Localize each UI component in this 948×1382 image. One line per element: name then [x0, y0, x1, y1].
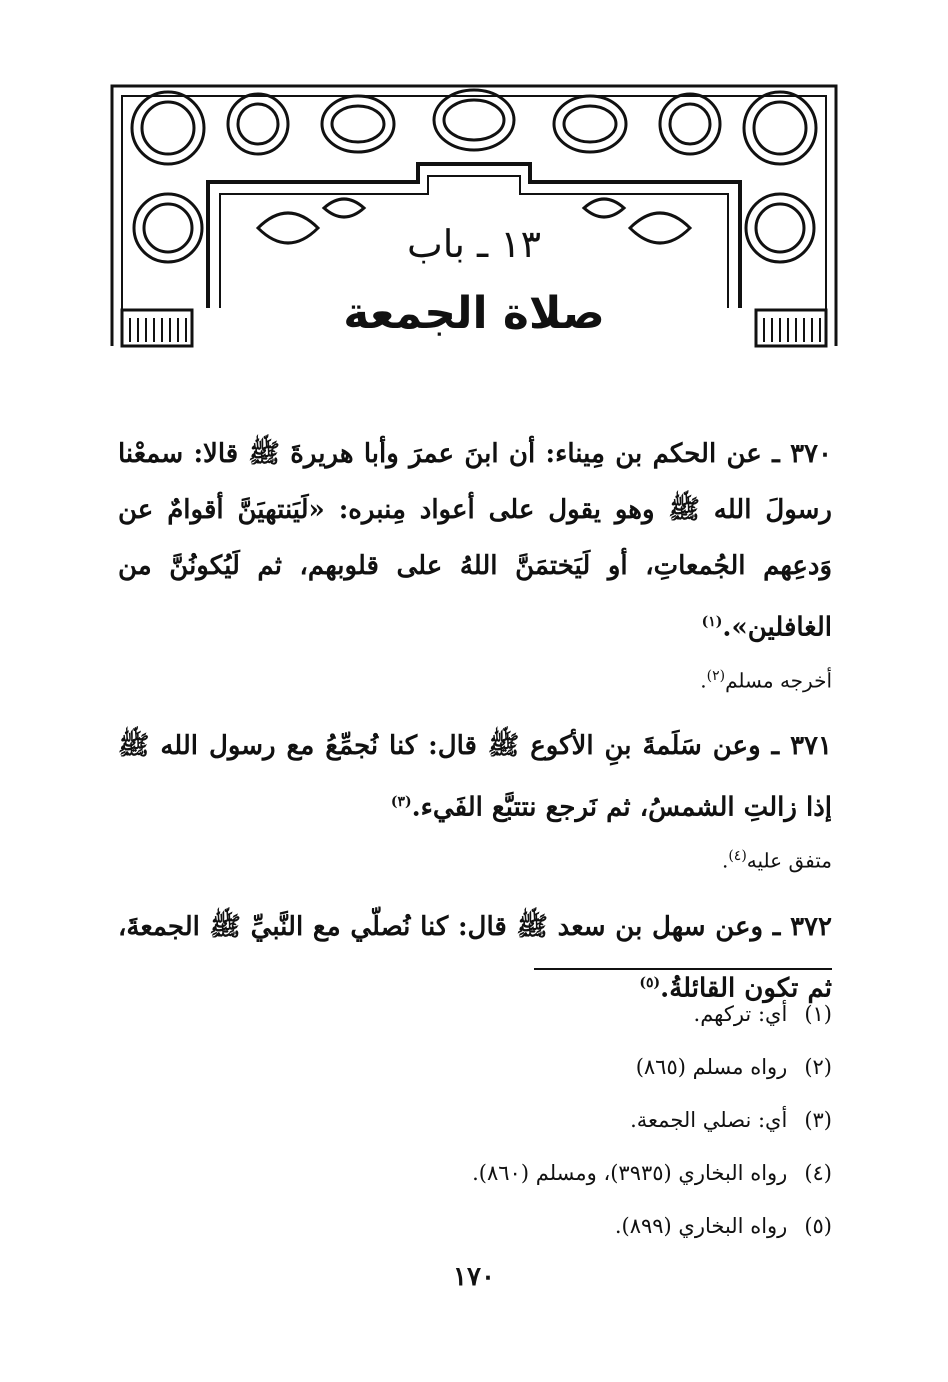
hadith-text: ٣٧٢ ـ وعن سهل بن سعد ﷺ قال: كنا نُصلّي مع النَّبيِّ ﷺ الجمعةَ، ثم تكون القائلةُ. — [118, 911, 832, 1004]
footnote-item — [118, 1147, 832, 1200]
footnote-text: رواه البخاري (٨٩٩). — [614, 1214, 788, 1238]
footnote-item — [118, 988, 832, 1041]
footnote-item — [118, 1094, 832, 1147]
footnote-number: (١) — [804, 1002, 832, 1026]
hadith-371 — [118, 718, 832, 836]
footnote-mark: (٥) — [639, 974, 661, 991]
footnote-divider — [534, 968, 832, 970]
source-text: متفق عليه — [746, 848, 832, 873]
footnote-number: (٢) — [804, 1055, 832, 1079]
page-number: ١٧٠ — [453, 1262, 495, 1292]
hadith-text: ٣٧٠ ـ عن الحكم بن مِيناء: أن ابنَ عمرَ وأبا هريرةَ ﷺ قالا: سمعْنا رسولَ الله ﷺ وهو يقول على أعواد مِنبره: «لَيَنتهيَنَّ أقوامٌ عن وَدعِهم الجُمعاتِ، أو لَيَختمَنَّ اللهُ على قلوبهم، ثم لَيُكونُنَّ من الغافلين». — [118, 439, 832, 643]
footnote-number: (٤) — [804, 1161, 832, 1185]
footnote-mark: (٢) — [706, 667, 726, 684]
chapter-number: ١٣ ـ باب — [406, 222, 542, 266]
footnote-mark: (٤) — [728, 847, 747, 864]
footnote-item — [118, 1041, 832, 1094]
footnote-mark: (١) — [701, 614, 723, 630]
source-text: أخرجه مسلم — [725, 668, 832, 693]
footnote-text: رواه البخاري (٣٩٣٥)، ومسلم (٨٦٠). — [472, 1161, 788, 1185]
footnote-number: (٣) — [804, 1108, 832, 1132]
chapter-title: صلاة الجمعة — [343, 288, 605, 339]
hadith-text: ٣٧١ ـ وعن سَلَمةَ بنِ الأكوع ﷺ قال: كنا نُجمِّعُ مع رسول الله ﷺ إذا زالتِ الشمسُ، ثم نَرجع نتتبَّع الفَيء. — [118, 731, 832, 823]
footnote-mark: (٣) — [390, 794, 412, 811]
footnote-text: أي: نصلي الجمعة. — [630, 1108, 788, 1132]
hadith-source: متفق عليه$^{(٤)}$. — [721, 847, 832, 873]
footnote-number: (٥) — [804, 1214, 832, 1238]
footnote-text: رواه مسلم (٨٦٥) — [635, 1055, 788, 1079]
hadith-370 — [118, 426, 832, 656]
footnote-item — [118, 1200, 832, 1253]
main-text — [118, 426, 832, 1016]
footnote-text: أي: تركهم. — [693, 1002, 788, 1026]
footnotes — [118, 988, 832, 1253]
hadith-source: أخرجه مسلم$^{(٢)}$. — [700, 667, 832, 693]
